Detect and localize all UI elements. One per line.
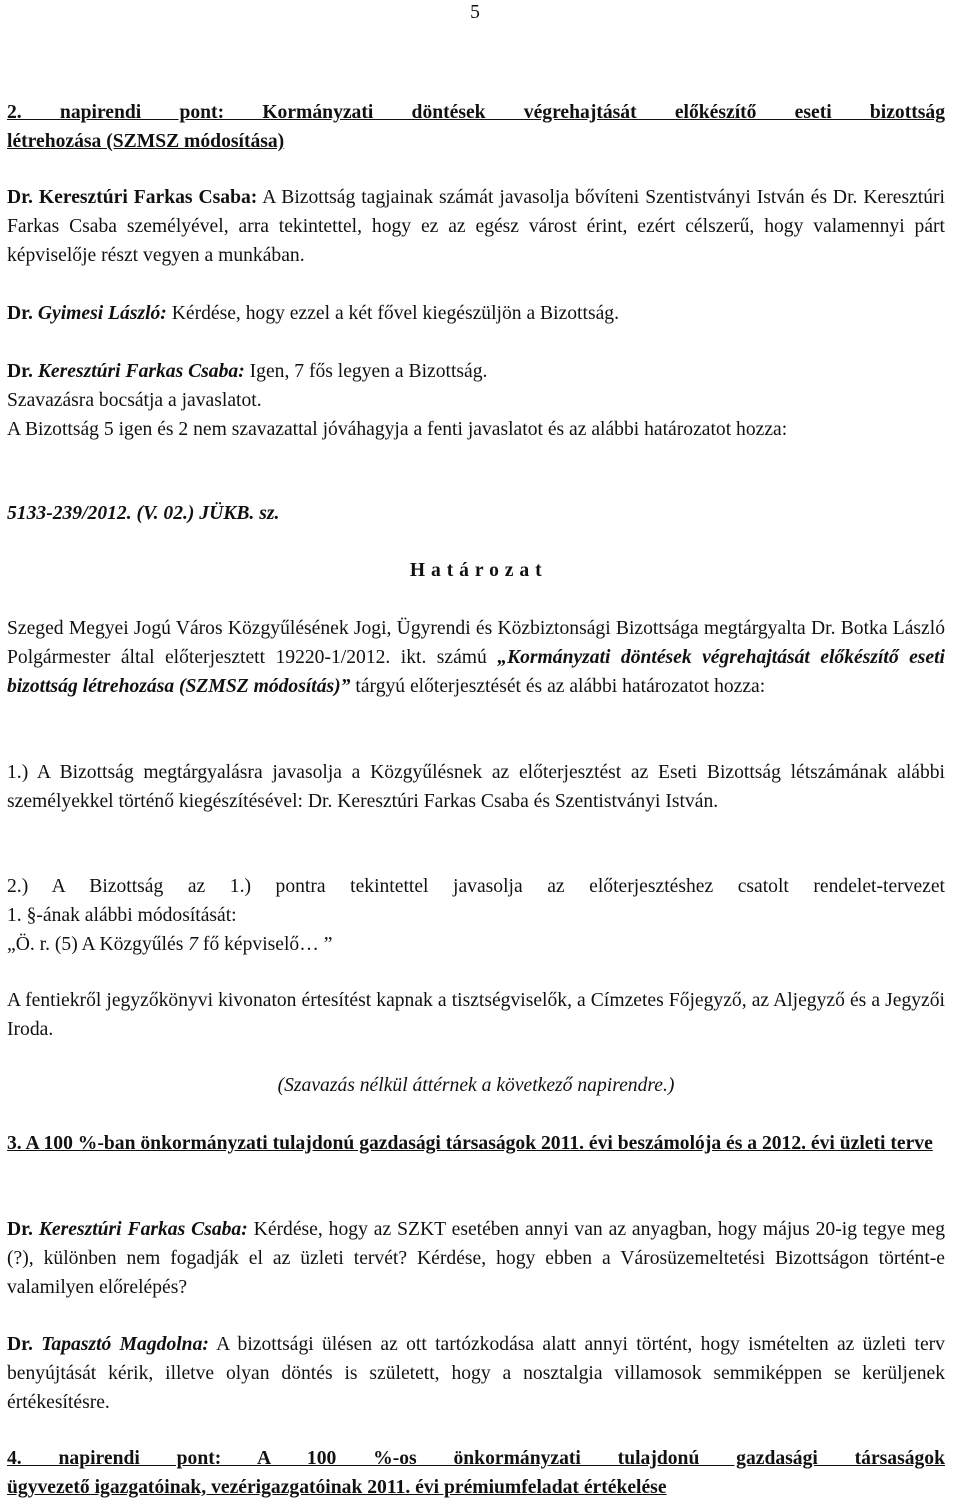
paragraph-text: Igen, 7 fős legyen a Bizottság.	[244, 361, 488, 382]
heading-line-1: 4. napirendi pont: A 100 %-os önkormányzati tulajdonú gazdasági társaságok	[7, 1448, 945, 1469]
speaker-name: Gyimesi László:	[37, 303, 167, 324]
resolution-intro: Szeged Megyei Jogú Város Közgyűlésének Jogi, Ügyrendi és Közbiztonsági Bizottsága megtárgyalta Dr. Botka László Polgármester által előterjesztett 19220-1/2012. ikt. számú	[7, 618, 945, 668]
agenda-item-4-heading	[7, 1444, 945, 1502]
paragraph-keresztúri-2	[7, 357, 945, 386]
paragraph-text: Kérdése, hogy az SZKT esetében annyi van az anyagban, hogy május 20-ig tegye meg (?), különben nem fogadják el az üzleti tervét? Kérdése, hogy ebben a Városüzemeltetési Bizottságon történt-e valamilyen előrelépés?	[7, 1219, 945, 1298]
agenda-item-2-heading	[7, 98, 945, 156]
point-2-line-1: 2.) A Bizottság az 1.) pontra tekintettel javasolja az előterjesztéshez csatolt rendelet-tervezet	[7, 876, 945, 897]
heading-line-2: létrehozása (SZMSZ módosítása)	[7, 131, 285, 152]
speaker-name: Keresztúri Farkas Csaba:	[38, 1219, 248, 1240]
vote-section	[7, 357, 945, 444]
paragraph-keresztúri-3	[7, 1215, 945, 1302]
resolution-number: 5133-239/2012. (V. 02.) JÜKB. sz.	[7, 503, 280, 524]
resolution-point-2	[7, 872, 945, 959]
vote-result: A Bizottság 5 igen és 2 nem szavazattal jóváhagyja a fenti javaslatot és az alábbi határozatot hozza:	[7, 419, 788, 440]
resolution-intro-end: tárgyú előterjesztését és az alábbi határozatot hozza:	[350, 676, 766, 697]
speaker-name: Dr. Keresztúri Farkas Csaba:	[7, 187, 258, 208]
paragraph-text: A bizottsági ülésen az ott tartózkodása alatt annyi történt, hogy ismételten az üzleti terv benyújtását kérik, illetve olyan döntés is született, hogy a nosztalgia villamosok semmiképpen se kerüljenek értékesítésre.	[7, 1334, 945, 1413]
speaker-title: Dr.	[7, 1334, 42, 1355]
point-2-quote: „Ö. r. (5) A Közgyűlés 7 fő képviselő… ”	[7, 934, 333, 955]
speaker-name: Tapasztó Magdolna:	[41, 1334, 209, 1355]
resolution-body	[7, 614, 945, 701]
page-number: 5	[470, 2, 480, 23]
paragraph-gyimesi	[7, 299, 945, 328]
speaker-name: Keresztúri Farkas Csaba:	[37, 361, 245, 382]
no-vote-note: (Szavazás nélkül áttérnek a következő napirendre.)	[277, 1075, 675, 1096]
paragraph-tapasztó	[7, 1330, 945, 1417]
heading-line-1: 2. napirendi pont: Kormányzati döntések végrehajtását előkészítő eseti bizottság	[7, 102, 945, 123]
paragraph-text: A Bizottság tagjainak számát javasolja bővíteni Szentistványi István és Dr. Keresztúri Farkas Csaba személyével, arra tekintettel, hogy ez az egész várost érint, ezért célszerű, hogy valamennyi párt képviselője részt vegyen a munkában.	[7, 187, 945, 266]
notification-paragraph: A fentiekről jegyzőkönyvi kivonaton értesítést kapnak a tisztségviselők, a Címzetes Főjegyző, az Aljegyző és a Jegyzői Iroda.	[7, 990, 945, 1040]
proposal-title: „Kormányzati döntések végrehajtását előkészítő eseti bizottság létrehozása (SZMSZ módosítás)”	[7, 647, 945, 697]
paragraph-keresztúri-1	[7, 183, 945, 270]
resolution-point-1: 1.) A Bizottság megtárgyalásra javasolja a Közgyűlésnek az előterjesztést az Eseti Bizottság létszámának alábbi személyekkel történő kiegészítésével: Dr. Keresztúri Farkas Csaba és Szentistványi István.	[7, 762, 945, 812]
speaker-title: Dr.	[7, 303, 38, 324]
point-2-line-2: 1. §-ának alábbi módosítását:	[7, 905, 237, 926]
paragraph-text: Kérdése, hogy ezzel a két fővel kiegészüljön a Bizottság.	[166, 303, 619, 324]
agenda-item-3-heading: 3. A 100 %-ban önkormányzati tulajdonú gazdasági társaságok 2011. évi beszámolója és a 2012. évi üzleti terve	[7, 1133, 933, 1154]
speaker-title: Dr.	[7, 1219, 39, 1240]
vote-call: Szavazásra bocsátja a javaslatot.	[7, 390, 262, 411]
heading-line-2: ügyvezető igazgatóinak, vezérigazgatóinak 2011. évi prémiumfeladat értékelése	[7, 1477, 667, 1498]
resolution-title: H a t á r o z a t	[409, 560, 543, 581]
speaker-title: Dr.	[7, 361, 38, 382]
